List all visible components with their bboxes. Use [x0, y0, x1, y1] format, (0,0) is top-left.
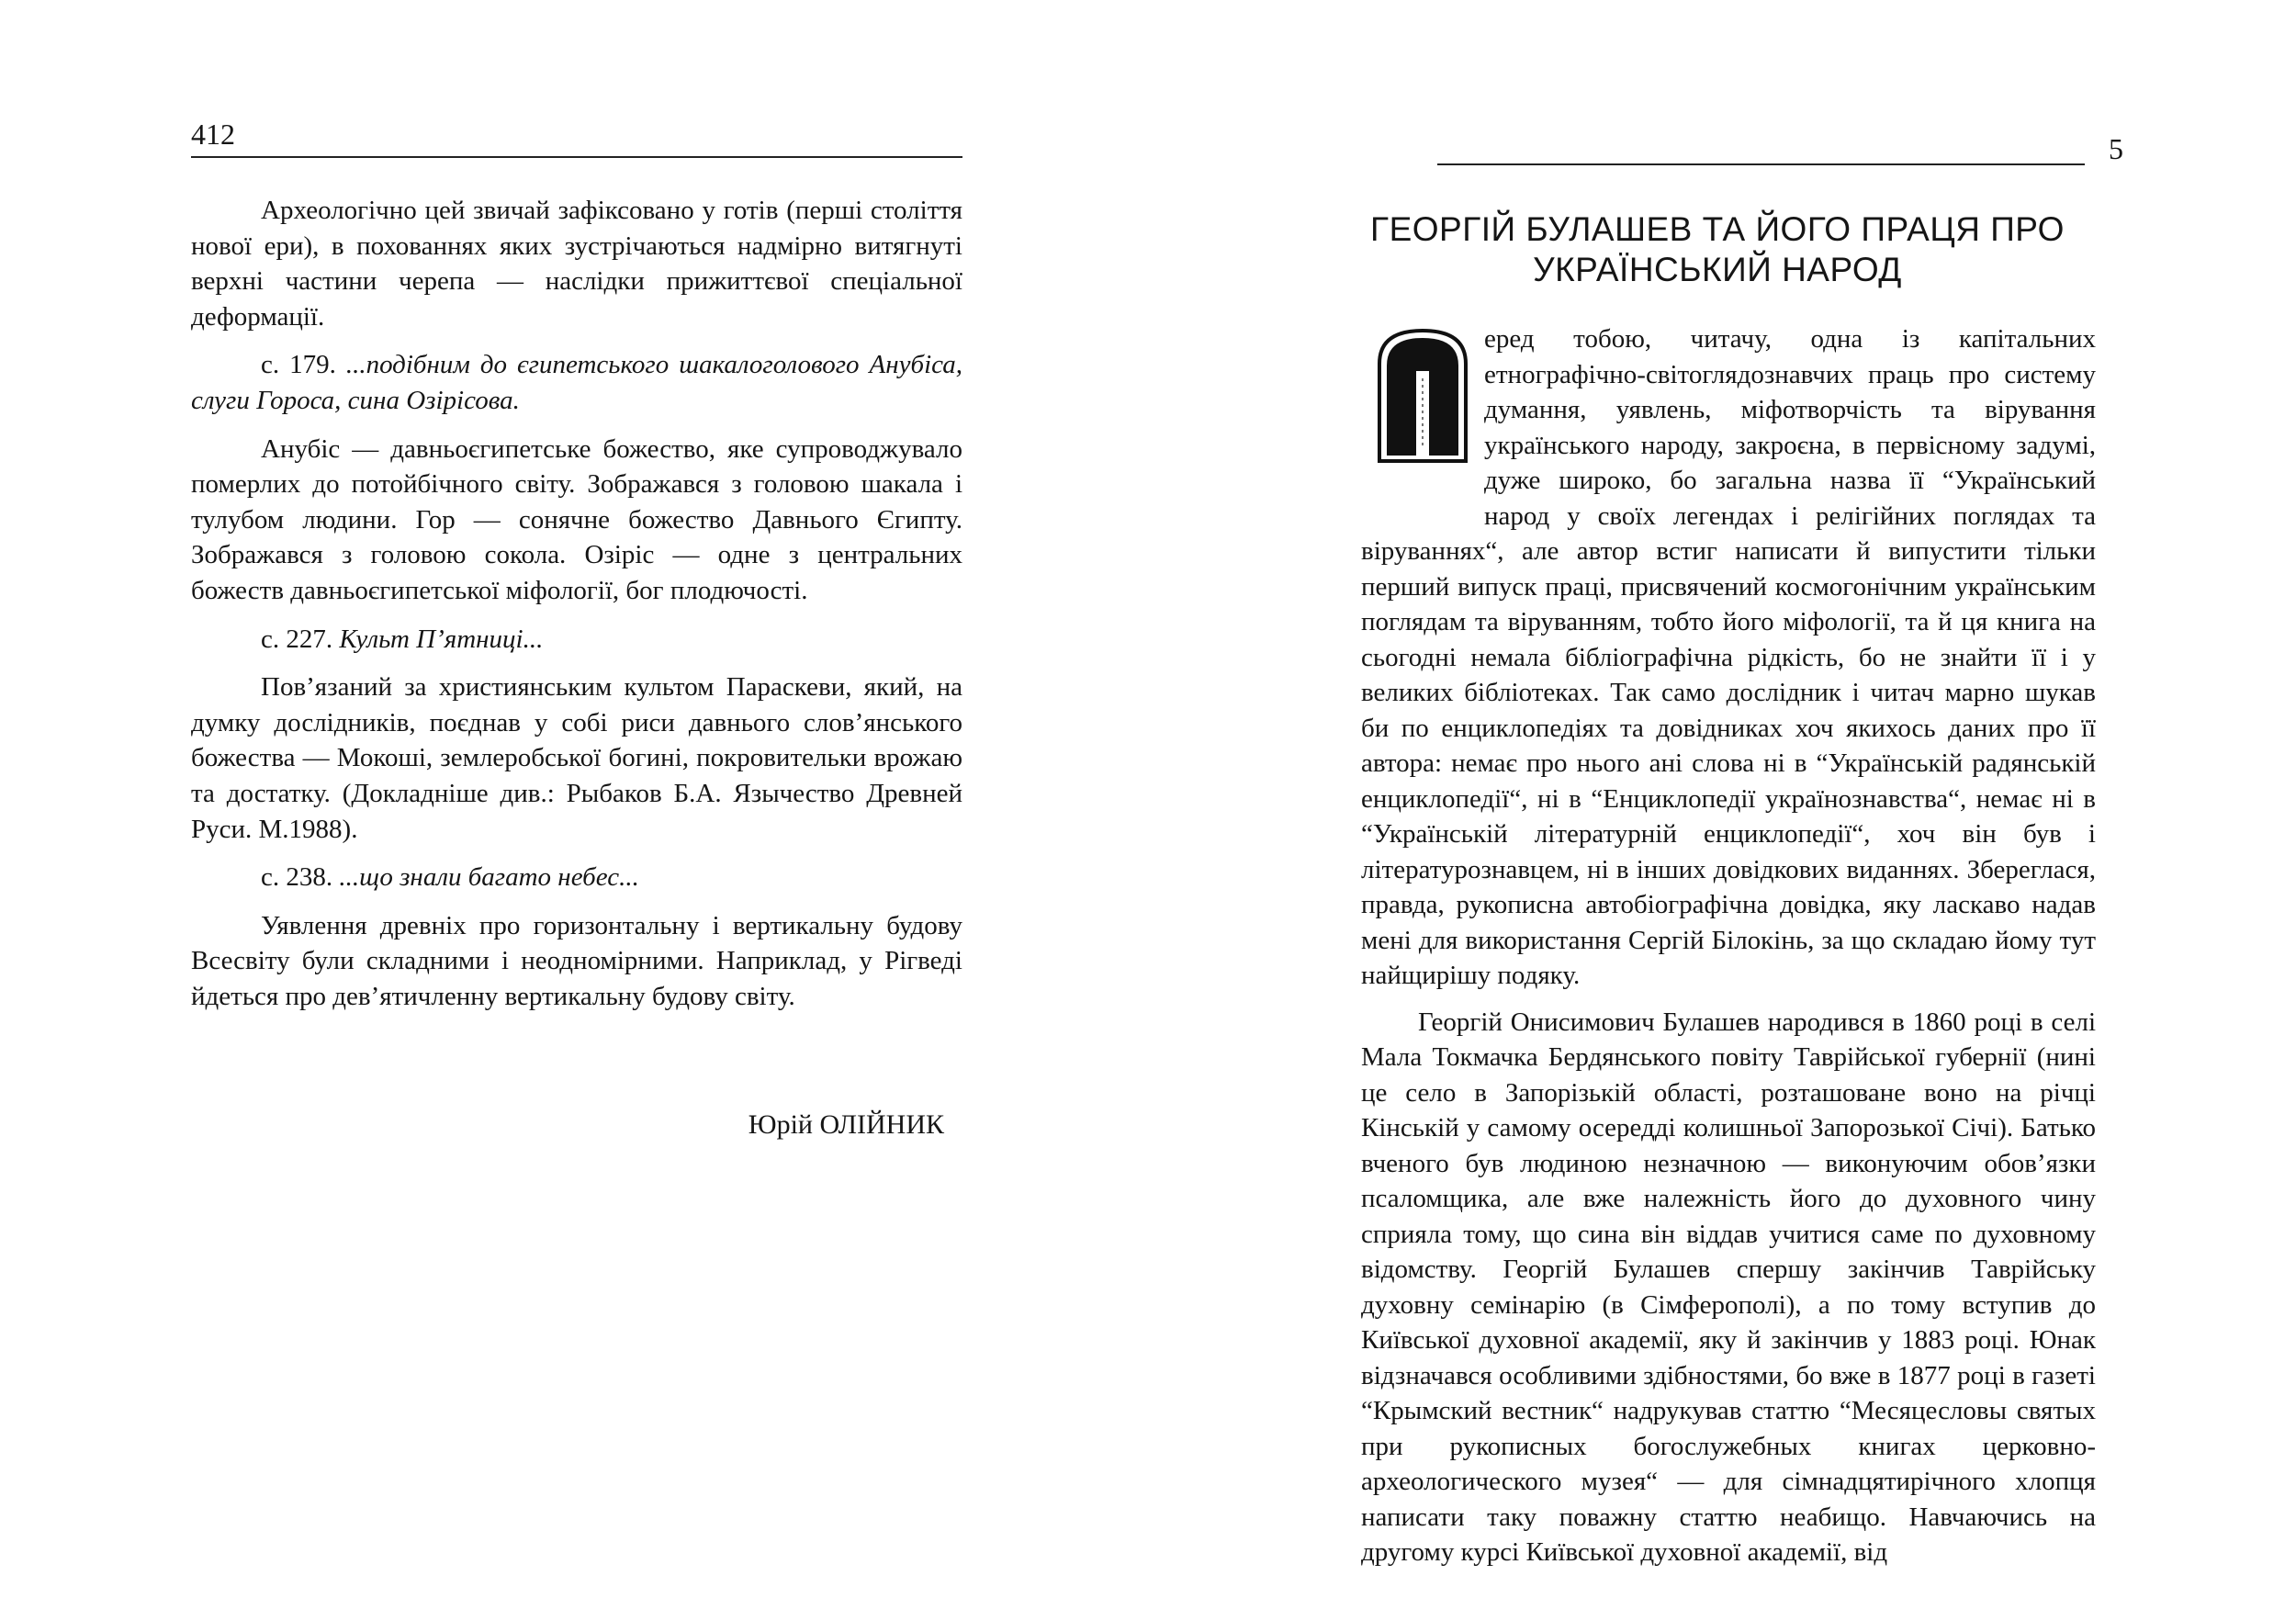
- note-quote: Культ П’ятниці...: [339, 624, 544, 654]
- right-page: [1148, 0, 2296, 1598]
- paragraph: Уявлення древніх про горизонтальну і вертикальну будову Всесвіту були складними і неодномірними. Наприклад, у Рігведі йдеться про дев’ятичленну вертикальну будову світу.: [191, 910, 962, 1011]
- title-line-1: ГЕОРГІЙ БУЛАШЕВ ТА ЙОГО ПРАЦЯ ПРО: [1370, 210, 2065, 248]
- paragraph: Анубіс — давньоєгипетське божество, яке супроводжувало померлих до потойбічного світу. Зображався з головою шакала і тулубом людини. Гор — сонячне божество Давнього Єгипту. Зображався з головою сокола. Озіріс — одне з центральних божеств давньоєгипетської міфології, бог плодючості.: [191, 433, 962, 605]
- title-line-2: УКРАЇНСЬКИЙ НАРОД: [1533, 251, 1902, 288]
- left-page-header: [191, 116, 962, 158]
- left-page-body: [191, 193, 962, 1027]
- paragraph: Георгій Онисимович Булашев народився в 1860 році в селі Мала Токмачка Бердянського повіту Таврійської губернії (нині це село в Запорізькій області, розташоване воно на річці Кінській у самому осередді колишньої Запорозької Січі). Батько вченого був людиною незначною — виконуючим обов’язки псаломщика, але вже належність його до духовного чину сприяла тому, що сина він віддав учитися саме по духовному відомству. Георгій Булашев спершу закінчив Таврійську духовну семінарію (в Сімферополі), а по тому вступив до Київської духовної академії, яку й закінчив у 1883 році. Юнак відзначався особливими здібностями, бо вже в 1877 році в газеті “Крымский вестник“ надрукував статтю “Месяцесловы святых при рукописных богослужебных книгах церковно-археологического музея“ — для сімнадцятирічного хлопця написати таку поважну статтю неабищо. Навчаючись на другому курсі Київської духовної академії, від: [1361, 1007, 2096, 1567]
- article-title: [1359, 209, 2076, 290]
- drop-cap-space: [1361, 321, 1484, 528]
- note-quote: ...що знали багато небес...: [339, 862, 639, 893]
- paragraph-text: еред тобою, читачу, одна із капітальних етнографічно-світоглядознавчих праць про систему думання, уявлень, міфотворчість та вірування українського народу, закроєна, в первісному задумі, дуже широко, бо загальна назва її “Український народ у своїх легендах і релігійних поглядах та віруваннях“, але автор встиг написати й випустити тільки перший випуск праці, присвячений космогонічним українським поглядам та віруванням, тобто його міфології, та й ця книга на сьогодні немала бібліографічна рідкість, бо не знайти її і у великих бібліотеках. Так само дослідник і читач марно шукав би по енциклопедіях та довідниках хоч якихось даних про її автора: немає про нього ані слова ні в “Українській радянській енциклопедії“, ні в “Енциклопедії українознавства“, немає ні в “Українській літературній енциклопедії“, хоч він був і літературознавцем, ні в інших довідкових виданнях. Збереглася, правда, рукописна автобіографічна довідка, яку ласкаво надав мені для використання Сергій Білокінь, за що складаю йому тут найщирішу подяку.: [1361, 324, 2096, 990]
- note-reference: [191, 860, 962, 895]
- paragraph: [1361, 321, 2096, 994]
- note-reference: [191, 347, 962, 418]
- header-rule: [1437, 163, 2085, 165]
- note-page-ref: с. 238.: [261, 862, 340, 893]
- right-page-body: [1361, 321, 2096, 1570]
- paragraph: Пов’язаний за християнським культом Параскеви, який, на думку дослідників, поєднав у собі риси давнього слов’янського божества — Мокоші, землеробської богині, покровительки врожаю та достатку. (Докладніше див.: Рыбаков Б.А. Язычество Древней Руси. М.1988).: [191, 672, 962, 844]
- page-number-left: 412: [191, 118, 235, 151]
- note-quote: ...подібним до єгипетського шакалоголового Анубіса, слуги Гороса, сина Озірісова.: [191, 350, 962, 415]
- page-number-right: 5: [2109, 132, 2123, 165]
- note-reference: [191, 622, 962, 658]
- note-page-ref: с. 227.: [261, 624, 340, 654]
- author-signature: Юрій ОЛІЙНИК: [748, 1109, 944, 1140]
- note-page-ref: с. 179.: [261, 350, 346, 380]
- paragraph: Археологічно цей звичай зафіксовано у готів (перші століття нової ери), в похованнях яких зустрічаються надмірно витягнуті верхні частини черепа — наслідки прижиттєвої спеціальної деформації.: [191, 196, 962, 332]
